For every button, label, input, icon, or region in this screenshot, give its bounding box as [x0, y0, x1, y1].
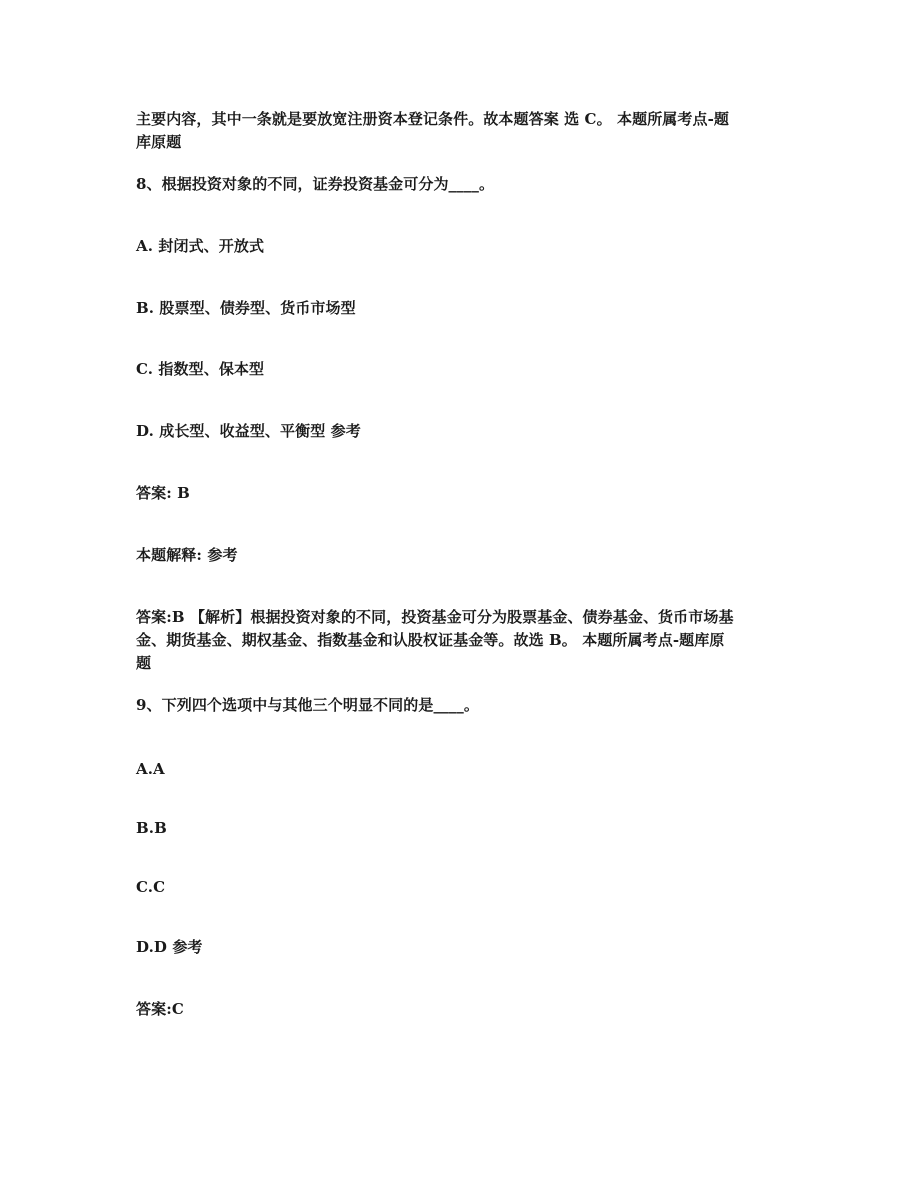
intro-line-1: 主要内容，其中一条就是要放宽注册资本登记条件。故本题答案 选 C。 本题所属考点-题	[136, 110, 730, 128]
q8-option-a: A. 封闭式、开放式	[136, 237, 265, 255]
q8-explanation-line-3: 题	[136, 654, 152, 672]
q9-option-a: A.A	[136, 760, 165, 778]
q8-explanation-line-1: 答案:B 【解析】根据投资对象的不同，投资基金可分为股票基金、债券基金、货币市场基	[136, 608, 734, 626]
q8-option-d: D. 成长型、收益型、平衡型 参考	[136, 422, 361, 440]
intro-line-2: 库原题	[136, 133, 182, 151]
q9-option-c: C.C	[136, 878, 166, 896]
q8-explanation-label: 本题解释: 参考	[136, 546, 238, 564]
q8-option-c: C. 指数型、保本型	[136, 360, 265, 378]
q8-option-b: B. 股票型、债券型、货币市场型	[136, 299, 356, 317]
q9-option-b: B.B	[136, 819, 167, 837]
q8-answer: 答案: B	[136, 484, 190, 502]
q9-option-d: D.D 参考	[136, 938, 203, 956]
question-8: 8、根据投资对象的不同，证券投资基金可分为____。	[136, 175, 495, 193]
q8-explanation-line-2: 金、期货基金、期权基金、指数基金和认股权证基金等。故选 B。 本题所属考点-题库原	[136, 631, 725, 649]
question-9: 9、下列四个选项中与其他三个明显不同的是____。	[136, 696, 479, 714]
q9-answer: 答案:C	[136, 1000, 184, 1018]
